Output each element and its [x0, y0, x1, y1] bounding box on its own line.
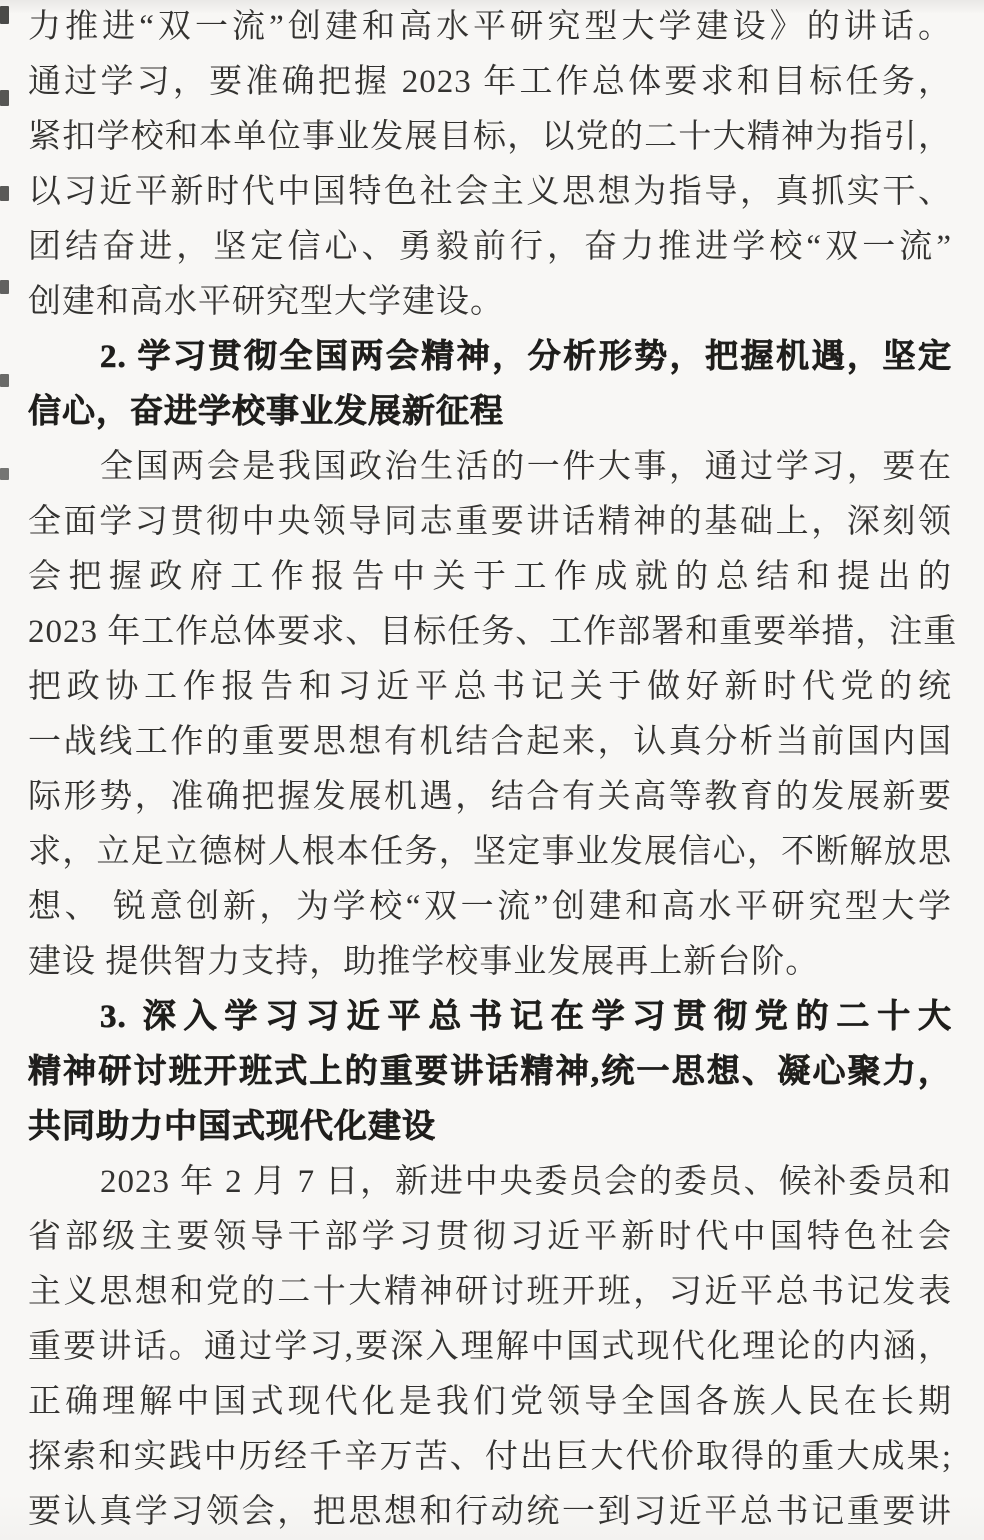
- scan-artifact: [0, 6, 9, 24]
- text-line: 际形势，准确把握发展机遇，结合有关高等教育的发展新要: [28, 779, 952, 815]
- text-line: 探索和实践中历经千辛万苦、付出巨大代价取得的重大成果;: [28, 1439, 952, 1475]
- text-line: 团结奋进，坚定信心、勇毅前行，奋力推进学校“双一流”: [28, 229, 952, 265]
- text-line: 会把握政府工作报告中关于工作成就的总结和提出的: [28, 559, 952, 595]
- scan-artifact: [0, 90, 9, 106]
- text-line: 一战线工作的重要思想有机结合起来，认真分析当前国内国: [28, 724, 952, 760]
- scan-artifact: [0, 280, 9, 294]
- text-line: 2023 年工作总体要求、目标任务、工作部署和重要举措，注重: [28, 614, 958, 650]
- document-body: [28, 0, 958, 1540]
- heading-line: 精神研讨班开班式上的重要讲话精神,统一思想、凝心聚力，: [28, 1054, 952, 1090]
- heading-line: 信心，奋进学校事业发展新征程: [28, 394, 504, 430]
- text-line: 全面学习贯彻中央领导同志重要讲话精神的基础上，深刻领: [28, 504, 952, 540]
- text-line: 2023 年 2 月 7 日，新进中央委员会的委员、候补委员和: [100, 1164, 952, 1200]
- text-line: 紧扣学校和本单位事业发展目标，以党的二十大精神为指引，: [28, 119, 952, 155]
- text-line: 力推进“双一流”创建和高水平研究型大学建设》的讲话。: [28, 9, 952, 45]
- text-line: 想、 锐意创新，为学校“双一流”创建和高水平研究型大学: [28, 889, 952, 925]
- text-line: 求，立足立德树人根本任务，坚定事业发展信心，不断解放思: [28, 834, 952, 870]
- text-line: 创建和高水平研究型大学建设。: [28, 284, 504, 320]
- text-line: 重要讲话。通过学习,要深入理解中国式现代化理论的内涵，: [28, 1329, 952, 1365]
- text-line: 以习近平新时代中国特色社会主义思想为指导，真抓实干、: [28, 174, 952, 210]
- heading-line: 2. 学习贯彻全国两会精神，分析形势，把握机遇，坚定: [100, 339, 952, 375]
- text-line: 要认真学习领会，把思想和行动统一到习近平总书记重要讲: [28, 1494, 952, 1530]
- text-line: 正确理解中国式现代化是我们党领导全国各族人民在长期: [28, 1384, 952, 1420]
- text-line: 把政协工作报告和习近平总书记关于做好新时代党的统: [28, 669, 952, 705]
- text-line: 省部级主要领导干部学习贯彻习近平新时代中国特色社会: [28, 1219, 952, 1255]
- scan-artifact: [0, 468, 9, 480]
- text-line: 主义思想和党的二十大精神研讨班开班，习近平总书记发表: [28, 1274, 952, 1310]
- text-line: 通过学习，要准确把握 2023 年工作总体要求和目标任务，: [28, 64, 952, 100]
- heading-line: 3. 深入学习习近平总书记在学习贯彻党的二十大: [100, 999, 952, 1035]
- text-line: 全国两会是我国政治生活的一件大事，通过学习，要在: [100, 449, 952, 485]
- text-line: 建设 提供智力支持，助推学校事业发展再上新台阶。: [28, 944, 820, 980]
- scan-artifact: [0, 374, 9, 387]
- heading-line: 共同助力中国式现代化建设: [28, 1109, 436, 1145]
- scan-artifact: [0, 186, 9, 201]
